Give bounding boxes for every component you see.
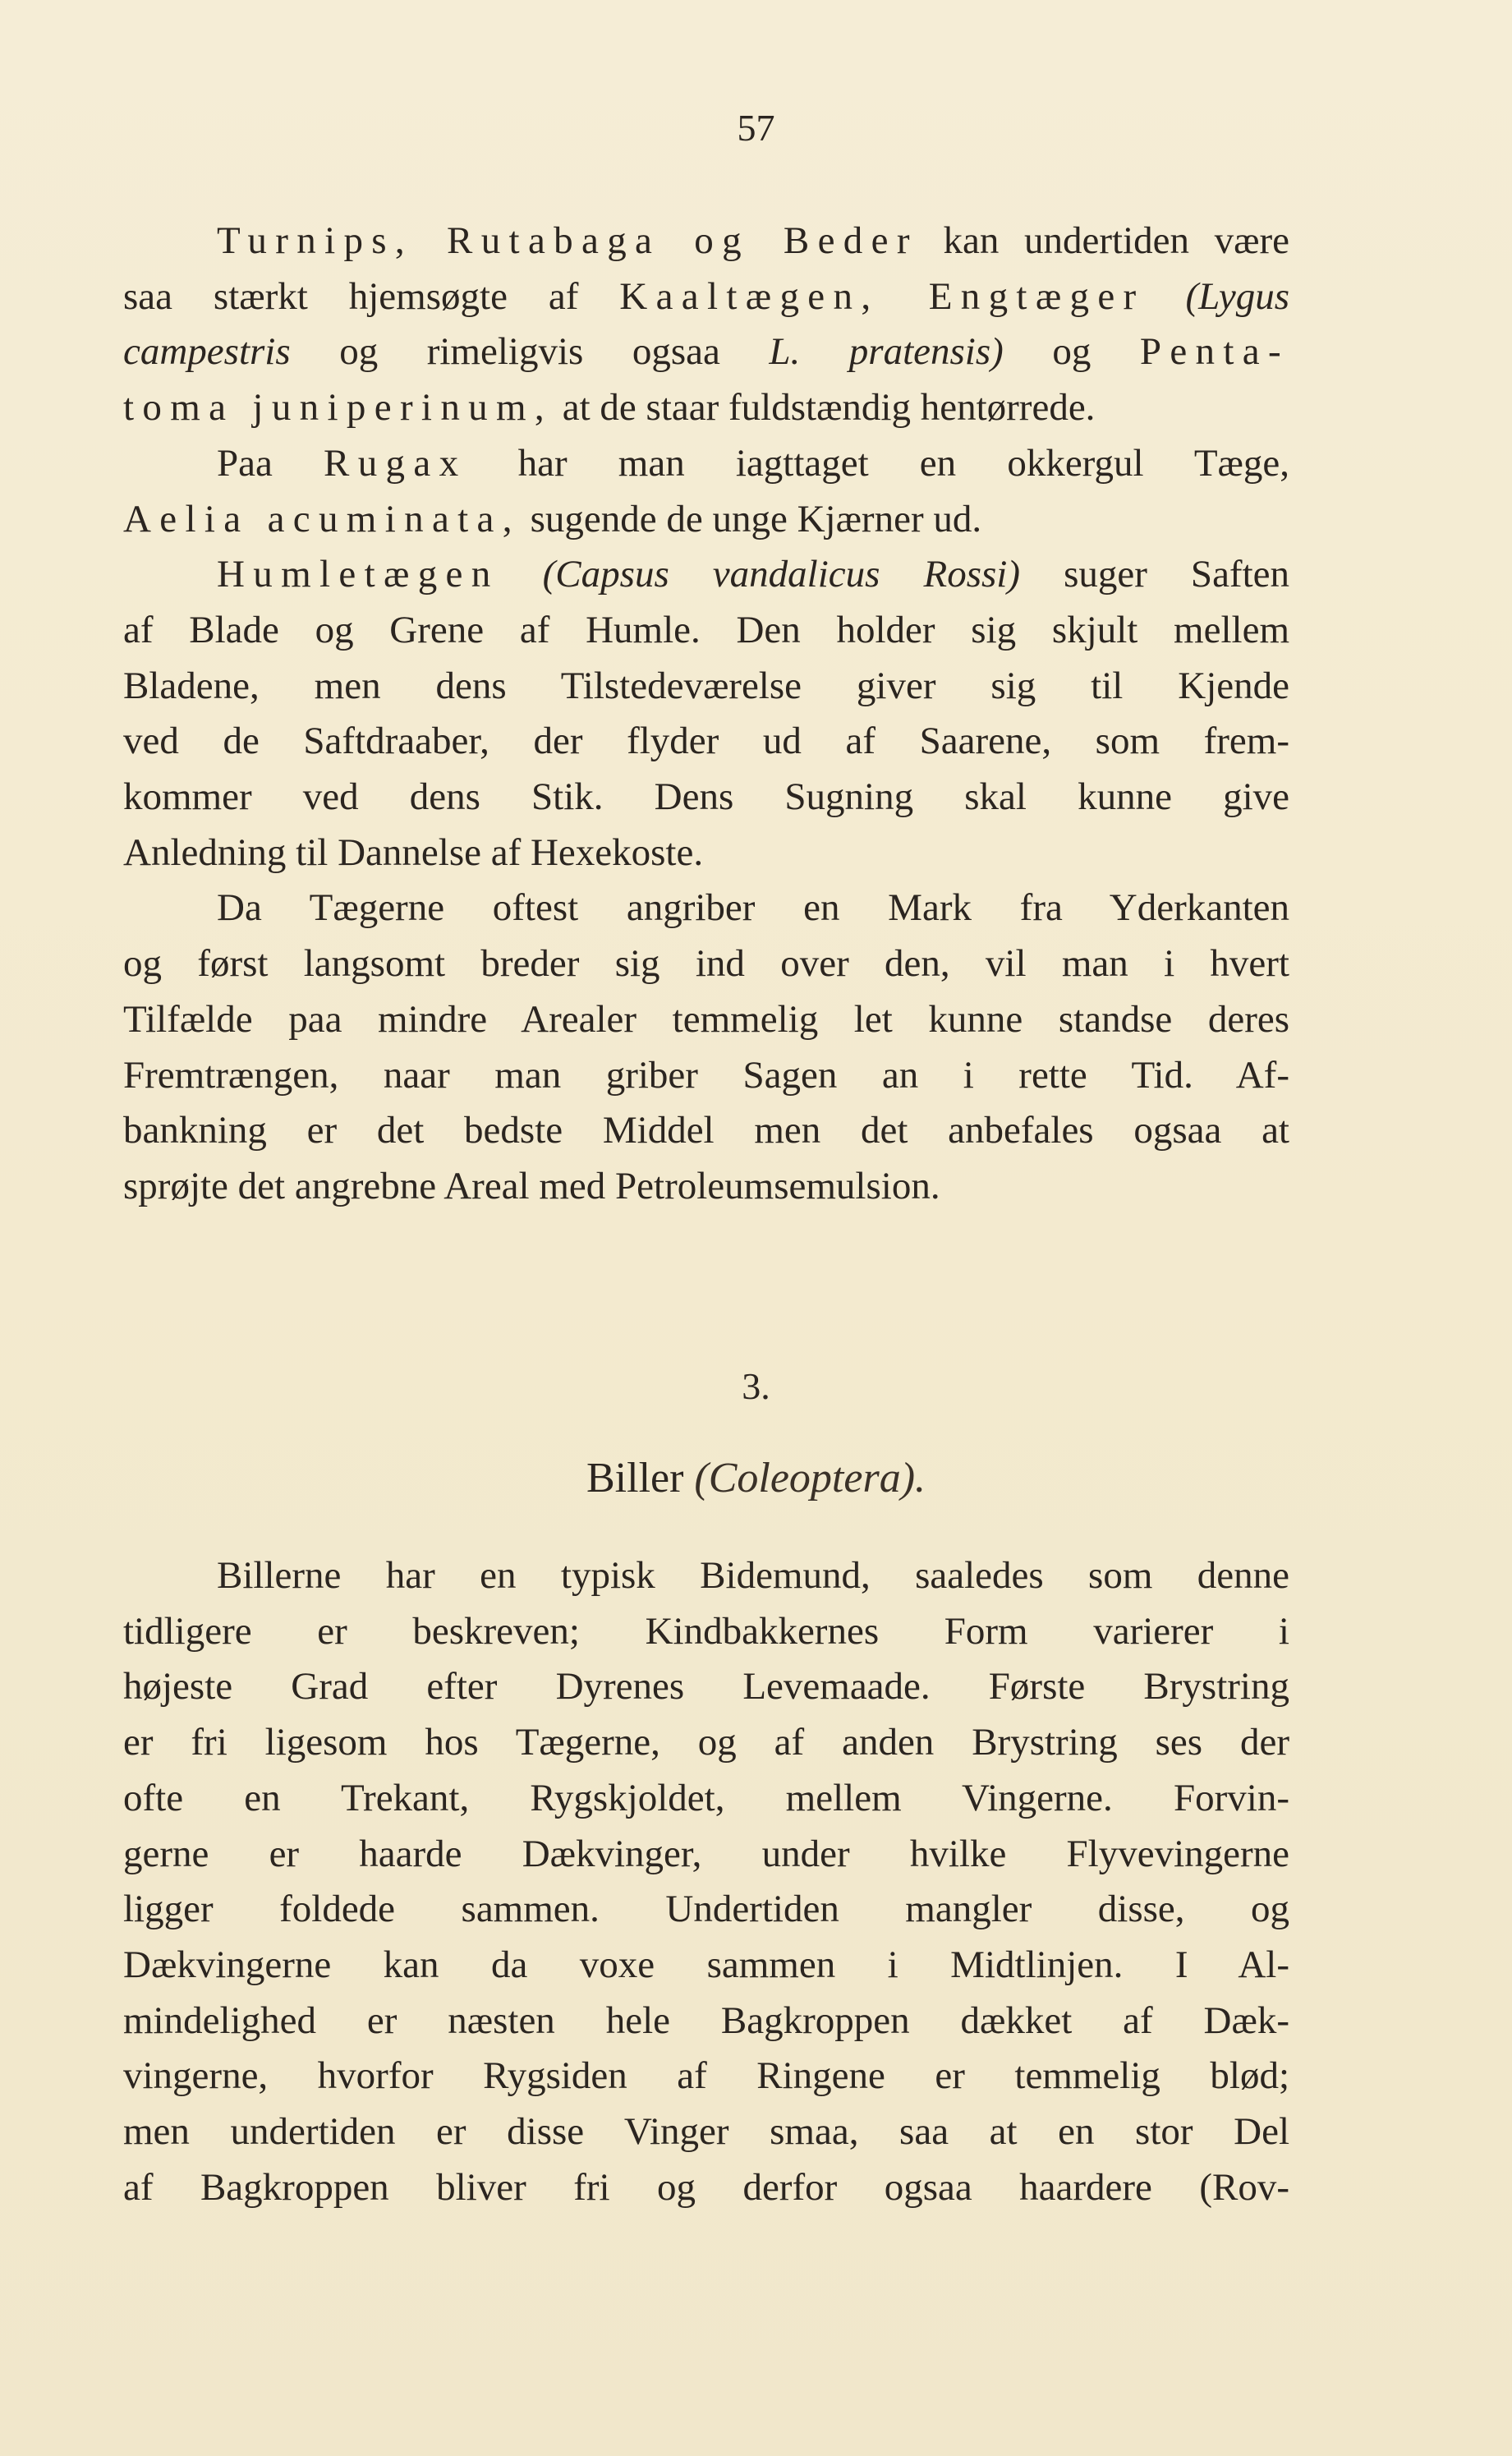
section-number: 3. [742, 1365, 770, 1407]
text-line: kommer ved dens Stik. Dens Sugning skal kunne give [123, 775, 1289, 819]
latin-term: (Lygus [1185, 274, 1290, 318]
text-line: Tilfælde paa mindre Arealer temmelig let kunne standse deres [123, 997, 1289, 1041]
text-line: højeste Grad efter Dyrenes Levemaade. Første Brystring [123, 1665, 1289, 1709]
section-heading-latin: (Coleoptera). [694, 1455, 926, 1502]
spaced-text: toma juniperinum, [123, 386, 554, 430]
lower-text-block [123, 1548, 1289, 2215]
latin-term: L. pratensis) [769, 330, 1004, 374]
text-segment: har man iagttaget en okkergul Tæge, [517, 441, 1290, 485]
page-number: 57 [737, 107, 775, 149]
text-line: Bladene, men dens Tilstedeværelse giver sig til Kjende [123, 664, 1289, 707]
text-line: men undertiden er disse Vinger smaa, saa at en stor Del [123, 2110, 1289, 2154]
spaced-text: Penta- [1139, 330, 1289, 374]
text-line: Billerne har en typisk Bidemund, saaledes som denne [217, 1554, 1289, 1597]
text-segment: og [1052, 330, 1091, 374]
text-line: af Blade og Grene af Humle. Den holder sig skjult mellem [123, 608, 1289, 651]
paragraph-billerne [123, 1548, 1289, 2215]
text-line [123, 492, 1289, 548]
text-line: ved de Saftdraaber, der flyder ud af Saarene, som frem- [123, 720, 1289, 763]
text-segment: suger Saften [1064, 553, 1289, 596]
spaced-text: Turnips, Rutabaga og Beder [217, 219, 918, 262]
text-line: ligger foldede sammen. Undertiden mangler disse, og [123, 1888, 1289, 1931]
text-segment: sugende de unge Kjærner ud. [530, 497, 982, 540]
text-segment: kan undertiden være [943, 219, 1290, 262]
text-line: Fremtrængen, naar man griber Sagen an i rette Tid. Af- [123, 1053, 1289, 1097]
latin-term: campestris [123, 330, 291, 374]
text-line: Anledning til Dannelse af Hexekoste. [123, 830, 704, 874]
text-line [123, 324, 1289, 380]
text-line: Dækvingerne kan da voxe sammen i Midtlinjen. I Al- [123, 1943, 1289, 1986]
text-segment: og rimeligvis ogsaa [339, 330, 720, 374]
text-line: af Bagkroppen bliver fri og derfor ogsaa haardere (Rov- [123, 2165, 1289, 2209]
text-line [123, 547, 1289, 603]
paragraph-humletaegen [123, 547, 1289, 881]
paragraph-rugax [123, 436, 1289, 547]
paragraph-taegerne [123, 881, 1289, 1214]
text-line [123, 436, 1289, 492]
paragraph-turnips [123, 214, 1289, 436]
spaced-text: Kaaltægen, Engtæger [619, 274, 1145, 318]
text-line: tidligere er beskreven; Kindbakkernes Form varierer i [123, 1609, 1289, 1653]
text-line: ofte en Trekant, Rygskjoldet, mellem Vingerne. Forvin- [123, 1776, 1289, 1819]
text-line: mindelighed er næsten hele Bagkroppen dækket af Dæk- [123, 1998, 1289, 2042]
text-segment: Paa [217, 441, 273, 485]
text-line: Da Tægerne oftest angriber en Mark fra Yderkanten [217, 886, 1289, 930]
text-segment: at de staar fuldstændig hentørrede. [562, 386, 1096, 430]
section-heading [0, 1452, 1512, 1505]
text-line: sprøjte det angrebne Areal med Petroleumsemulsion. [123, 1164, 940, 1207]
text-line: bankning er det bedste Middel men det anbefales ogsaa at [123, 1109, 1289, 1152]
latin-term: (Capsus vandalicus Rossi) [542, 553, 1020, 596]
spaced-text: Rugax [324, 441, 467, 485]
text-line: gerne er haarde Dækvinger, under hvilke Flyvevingerne [123, 1832, 1289, 1875]
section-heading-title: Biller [586, 1455, 684, 1502]
text-line: og først langsomt breder sig ind over den, vil man i hvert [123, 942, 1289, 986]
text-line: er fri ligesom hos Tægerne, og af anden Brystring ses der [123, 1721, 1289, 1764]
text-line [123, 214, 1289, 269]
spaced-text: Humletægen [217, 553, 499, 596]
upper-text-block [123, 214, 1289, 1215]
text-line: vingerne, hvorfor Rygsiden af Ringene er temmelig blød; [123, 2054, 1289, 2098]
text-line [123, 380, 1289, 436]
text-line [123, 269, 1289, 325]
spaced-text: Aelia acuminata, [123, 497, 521, 540]
text-segment: saa stærkt hjemsøgte af [123, 274, 579, 318]
